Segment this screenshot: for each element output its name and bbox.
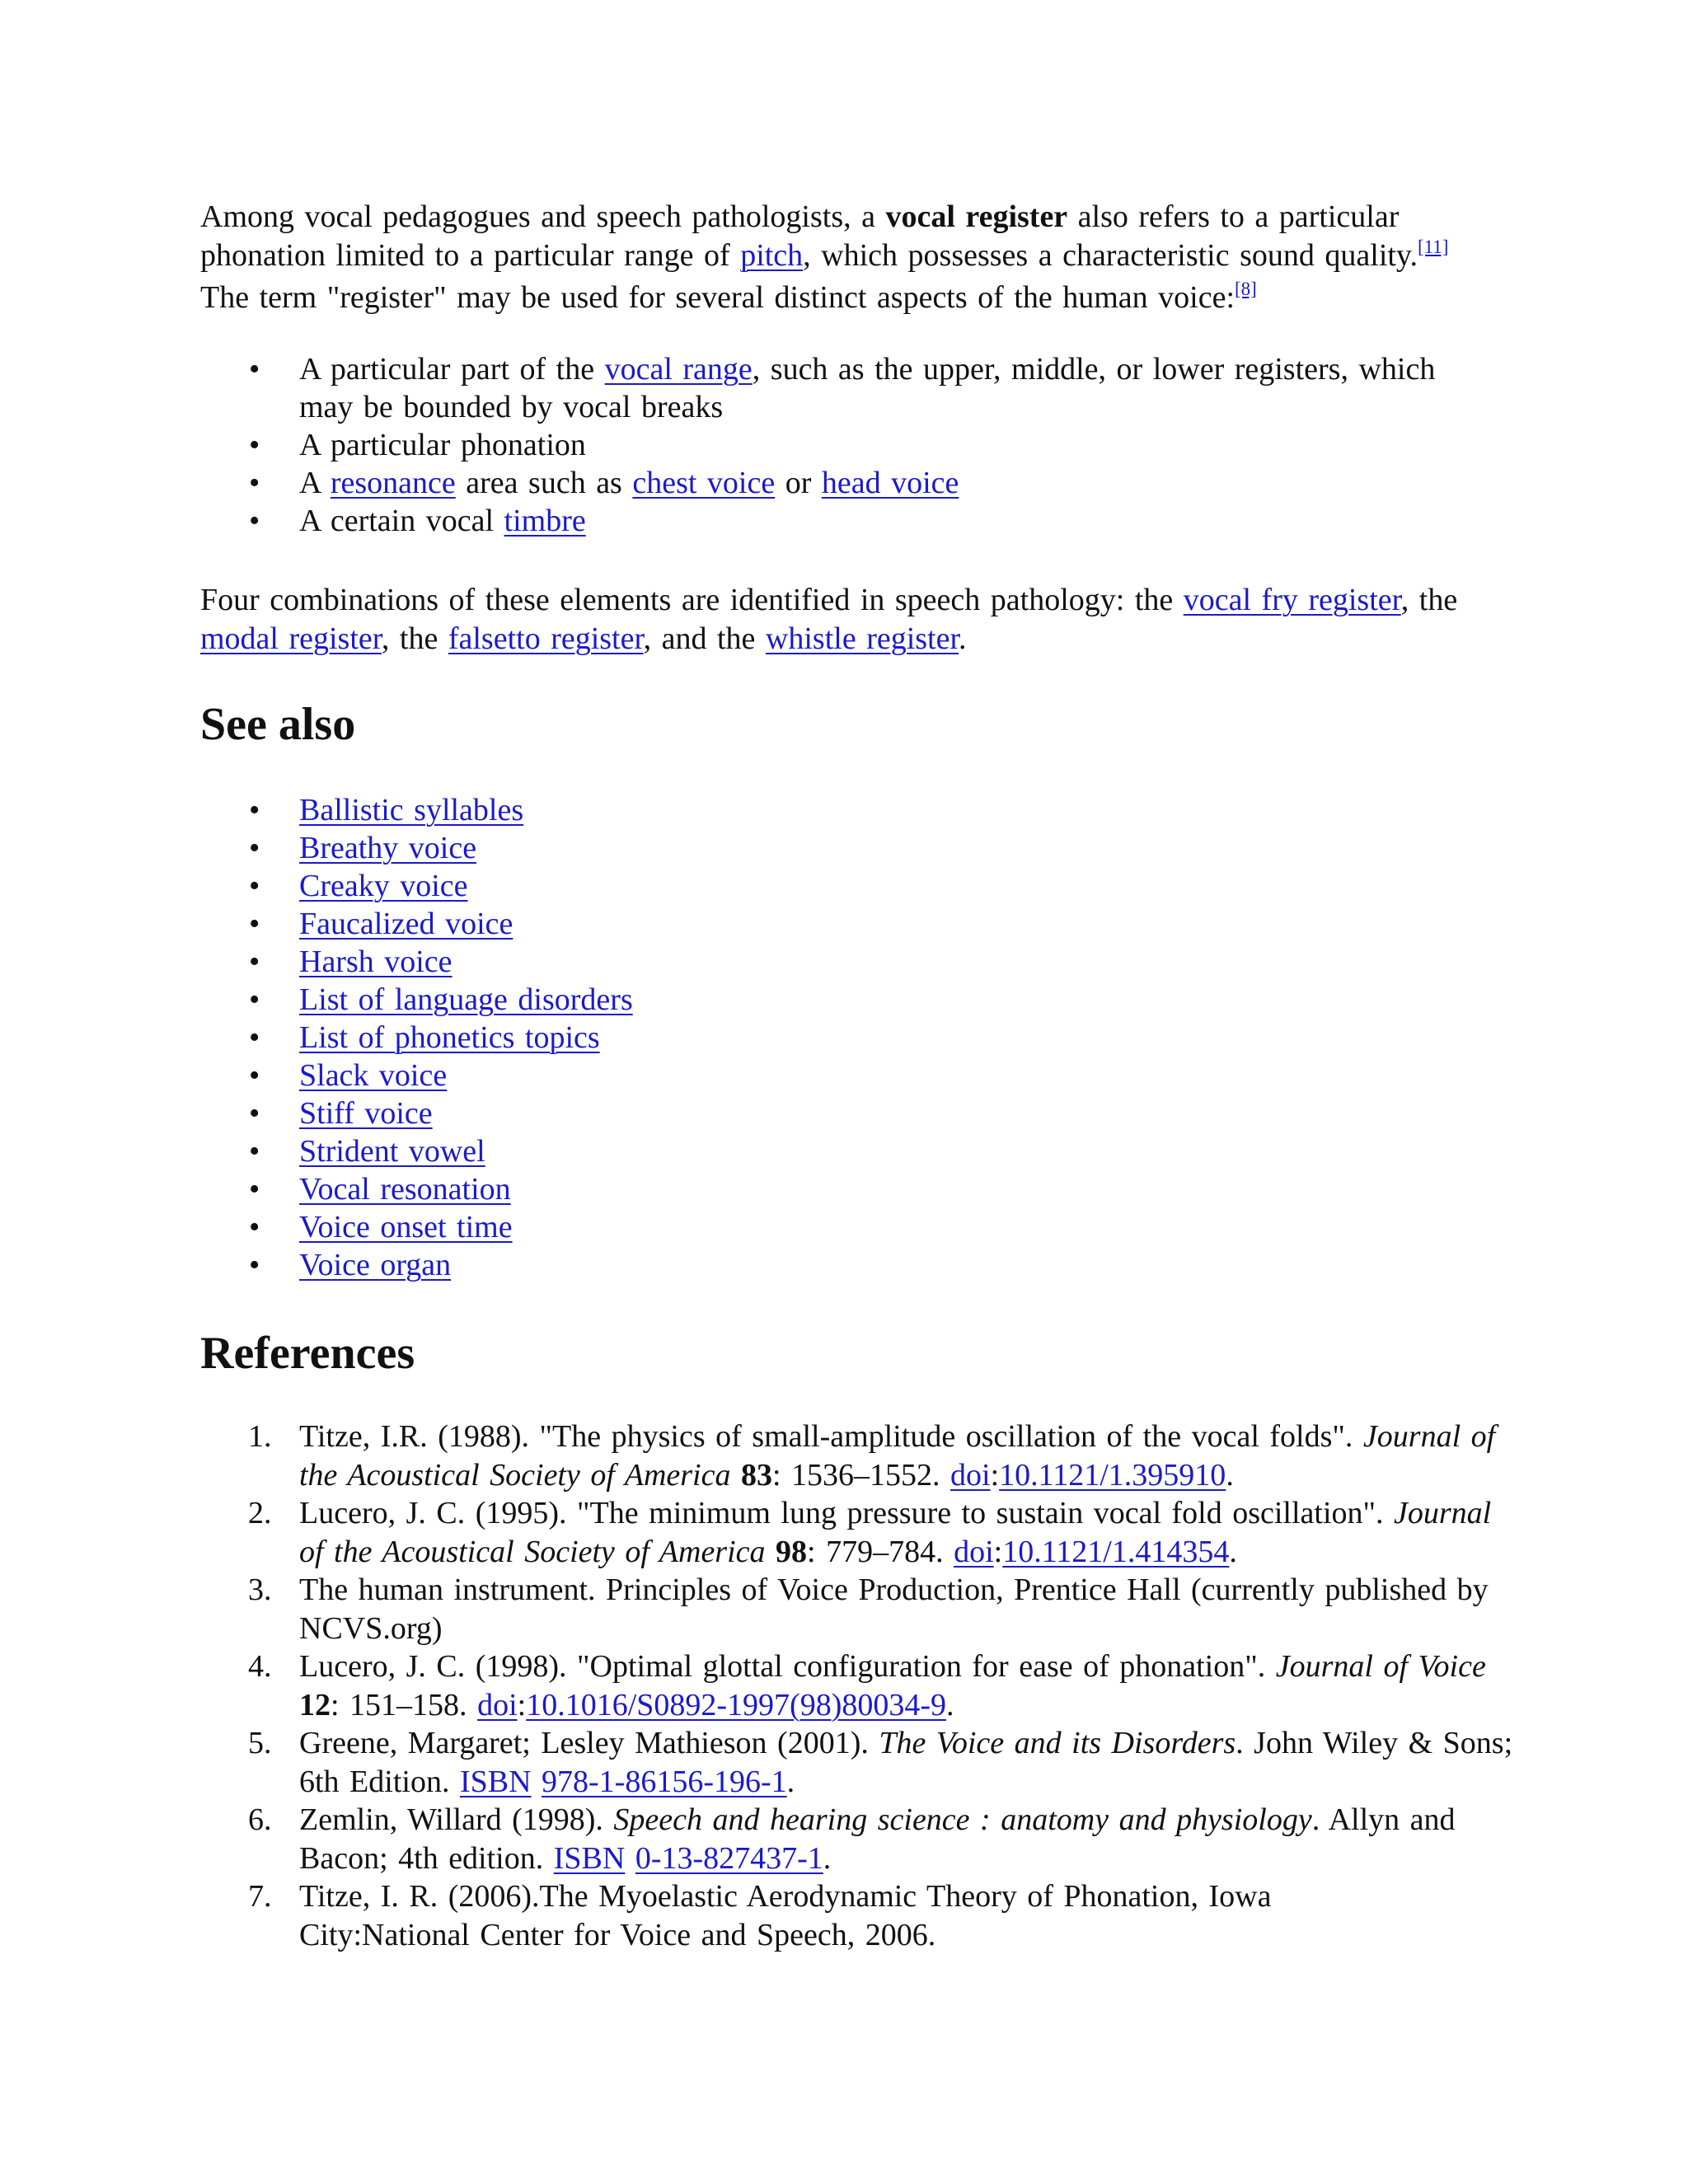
reference-item: 6. Zemlin, Willard (1998). Speech and hearing science : anatomy and physiology. Allyn and Bacon; 4th edition. ISBN 0-13-827437-1.: [248, 1802, 1456, 1876]
bullet-icon: •: [249, 504, 260, 538]
see-also-link[interactable]: Slack voice: [299, 1058, 448, 1093]
aspects-section: [200, 350, 1494, 540]
intro-text: Among vocal pedagogues and speech pathologists, a: [200, 199, 886, 234]
reference-item: 5. Greene, Margaret; Lesley Mathieson (2001). The Voice and its Disorders. John Wiley & Sons; 6th Edition. ISBN 978-1-86156-196-1.: [248, 1726, 1513, 1799]
list-item: • A certain vocal timbre: [249, 504, 586, 538]
reference-item: 1. Titze, I.R. (1988). "The physics of small-amplitude oscillation of the vocal folds". Journal of the Acoustical Society of America 83: 1536–1552. doi:10.1121/1.395910.: [248, 1419, 1496, 1493]
bullet-icon: •: [249, 982, 260, 1017]
list-item: [200, 1170, 1494, 1208]
bullet-icon: •: [249, 1058, 260, 1093]
see-also-link[interactable]: Vocal resonation: [299, 1172, 511, 1207]
see-also-link[interactable]: Breathy voice: [299, 831, 477, 865]
list-item: [200, 1019, 1494, 1057]
link-vocal-fry-register[interactable]: vocal fry register: [1183, 583, 1401, 617]
combinations-section: [200, 581, 1461, 658]
list-item: [200, 1132, 1494, 1170]
bullet-icon: •: [249, 793, 260, 827]
bullet-icon: •: [249, 1134, 260, 1169]
volume: 83: [740, 1457, 772, 1493]
references-list: [200, 1418, 1519, 1954]
see-also-link[interactable]: Strident vowel: [299, 1134, 485, 1169]
book-title: The Voice and its Disorders: [879, 1726, 1236, 1760]
isbn-value-link[interactable]: 978-1-86156-196-1: [542, 1764, 787, 1799]
bullet-icon: •: [249, 466, 260, 500]
bullet-icon: •: [249, 869, 260, 903]
citation-11-link[interactable]: [11]: [1417, 236, 1449, 257]
see-also-heading: See also: [200, 699, 356, 750]
link-pitch[interactable]: pitch: [740, 237, 804, 273]
link-resonance[interactable]: resonance: [330, 466, 456, 500]
see-also-link[interactable]: Stiff voice: [299, 1096, 433, 1131]
list-item: • A particular part of the vocal range, such as the upper, middle, or lower registers, which may be bounded by vocal breaks: [249, 352, 1436, 424]
doi-value-link[interactable]: 10.1121/1.395910: [999, 1457, 1226, 1493]
list-item: [200, 981, 1494, 1019]
list-item: [200, 1246, 1494, 1284]
see-also-link[interactable]: List of language disorders: [299, 982, 633, 1017]
list-item: [200, 1057, 1494, 1094]
link-chest-voice[interactable]: chest voice: [632, 466, 776, 500]
list-item: [200, 791, 1494, 829]
term-vocal-register: vocal register: [885, 199, 1068, 234]
volume: 98: [776, 1534, 808, 1569]
see-also-link[interactable]: Voice onset time: [299, 1210, 513, 1244]
bullet-icon: •: [249, 944, 260, 979]
references-heading: References: [200, 1328, 415, 1379]
journal-title: Journal of the Acoustical Society of America: [299, 1496, 1492, 1569]
doi-link[interactable]: doi: [954, 1534, 994, 1569]
reference-item: 3. The human instrument. Principles of Voice Production, Prentice Hall (currently published by NCVS.org): [248, 1572, 1489, 1646]
doi-value-link[interactable]: 10.1121/1.414354: [1002, 1534, 1230, 1569]
intro-text: The term "register" may be used for several distinct aspects of the human voice:: [200, 280, 1235, 315]
isbn-value-link[interactable]: 0-13-827437-1: [635, 1840, 823, 1876]
link-falsetto-register[interactable]: falsetto register: [448, 621, 644, 656]
see-also-link[interactable]: Creaky voice: [299, 869, 468, 903]
bullet-icon: •: [249, 907, 260, 941]
see-also-link[interactable]: Voice organ: [299, 1248, 452, 1282]
bullet-icon: •: [249, 1210, 260, 1244]
link-vocal-range[interactable]: vocal range: [604, 352, 753, 387]
reference-item: 4. Lucero, J. C. (1998). "Optimal glottal configuration for ease of phonation". Journal of Voice 12: 151–158. doi:10.1016/S0892-1997(98)80034-9.: [248, 1649, 1486, 1722]
see-also-link[interactable]: Ballistic syllables: [299, 793, 524, 827]
bullet-icon: •: [249, 1096, 260, 1131]
list-item: [200, 905, 1494, 943]
doi-link[interactable]: doi: [477, 1687, 518, 1722]
bullet-icon: •: [249, 428, 260, 462]
list-item: • A resonance area such as chest voice or head voice: [249, 466, 959, 500]
see-also-section: [200, 698, 1494, 751]
list-item: [200, 829, 1494, 867]
see-also-list-wrap: [200, 791, 1494, 1284]
doi-value-link[interactable]: 10.1016/S0892-1997(98)80034-9: [526, 1687, 946, 1722]
intro-paragraph: [200, 198, 1461, 321]
bullet-icon: •: [249, 831, 260, 865]
isbn-link[interactable]: ISBN: [553, 1840, 626, 1876]
bullet-icon: •: [249, 1248, 260, 1282]
bullet-icon: •: [249, 1172, 260, 1207]
combinations-paragraph: Four combinations of these elements are identified in speech pathology: the vocal fry register, the modal register, the falsetto register, and the whistle register.: [200, 583, 1458, 656]
intro-section: [200, 198, 1461, 321]
journal-title: Journal of Voice: [1275, 1649, 1486, 1684]
intro-text: also refers to a particular phonation limited to a particular range of: [200, 199, 1400, 273]
journal-title: Journal of the Acoustical Society of America: [299, 1419, 1496, 1493]
aspects-list: [200, 350, 1494, 540]
citation-8-link[interactable]: [8]: [1235, 279, 1257, 299]
doi-link[interactable]: doi: [950, 1457, 991, 1493]
intro-text: , which possesses a characteristic sound quality.: [803, 237, 1418, 273]
reference-item: 2. Lucero, J. C. (1995). "The minimum lung pressure to sustain vocal fold oscillation". Journal of the Acoustical Society of America 98: 779–784. doi:10.1121/1.414354.: [248, 1496, 1492, 1569]
link-head-voice[interactable]: head voice: [821, 466, 959, 500]
see-also-list: [200, 791, 1494, 1284]
list-item: [200, 943, 1494, 981]
see-also-link[interactable]: List of phonetics topics: [299, 1020, 600, 1055]
volume: 12: [299, 1687, 331, 1722]
list-item: • A particular phonation: [249, 428, 586, 462]
list-item: [200, 1208, 1494, 1246]
link-timbre[interactable]: timbre: [504, 504, 586, 538]
bullet-icon: •: [249, 352, 260, 387]
link-modal-register[interactable]: modal register: [200, 621, 382, 656]
list-item: [200, 867, 1494, 905]
see-also-link[interactable]: Harsh voice: [299, 944, 452, 979]
reference-item: 7. Titze, I. R. (2006).The Myoelastic Aerodynamic Theory of Phonation, Iowa City:National Center for Voice and Speech, 2006.: [248, 1879, 1272, 1952]
isbn-link[interactable]: ISBN: [459, 1764, 532, 1799]
references-section: [200, 1327, 1494, 1380]
see-also-link[interactable]: Faucalized voice: [299, 907, 513, 941]
link-whistle-register[interactable]: whistle register: [765, 621, 959, 656]
book-title: Speech and hearing science : anatomy and physiology: [613, 1802, 1312, 1837]
references-list-wrap: [200, 1418, 1519, 1954]
list-item: [200, 1094, 1494, 1132]
bullet-icon: •: [249, 1020, 260, 1055]
